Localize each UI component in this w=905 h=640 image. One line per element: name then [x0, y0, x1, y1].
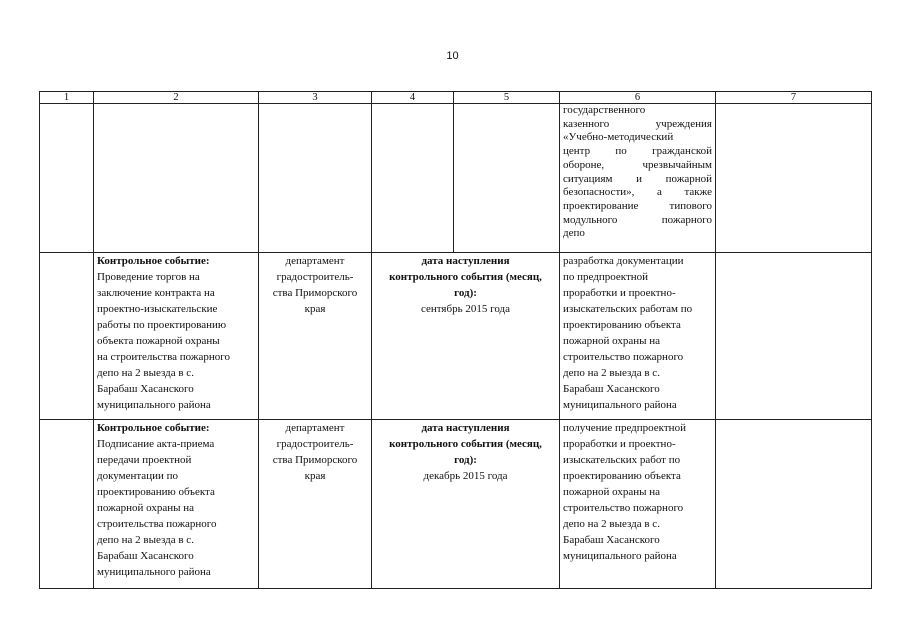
text-line: обороне, чрезвычайным — [563, 158, 712, 171]
date-cell — [372, 253, 560, 420]
column-header: 1 — [40, 92, 94, 104]
text-line: передачи проектной — [97, 454, 192, 466]
text-line: казенного учреждения — [563, 117, 712, 130]
result-cell — [560, 253, 716, 420]
cell-empty — [716, 253, 872, 420]
event-label: Контрольное событие: — [97, 422, 210, 434]
text-line: Барабаш Хасанского — [97, 550, 194, 562]
table-row — [40, 420, 872, 589]
text-line: по предпроектной — [563, 271, 649, 283]
text-line: муниципального района — [563, 399, 677, 411]
text-line: заключение контракта на — [97, 287, 215, 299]
text-line: муниципального района — [563, 550, 677, 562]
text-line: пожарной охраны на — [97, 502, 195, 514]
event-cell — [94, 420, 259, 589]
column-header: 6 — [560, 92, 716, 104]
text-line: строительство пожарного — [563, 502, 684, 514]
cell-empty — [94, 104, 259, 253]
page-number: 10 — [446, 50, 459, 62]
text-line: Барабаш Хасанского — [97, 383, 194, 395]
table-row — [40, 253, 872, 420]
date-cell — [372, 420, 560, 589]
result-continuation-cell — [560, 104, 716, 253]
cell-empty — [454, 104, 560, 253]
column-numbers-row — [40, 92, 872, 104]
text-line: Барабаш Хасанского — [563, 383, 660, 395]
text-line: градостроитель- — [276, 271, 354, 283]
cell-empty — [40, 420, 94, 589]
text-line: Подписание акта-приема — [97, 438, 215, 450]
text-line: проектирование типового — [563, 199, 712, 212]
text-line: объекта пожарной охраны — [97, 335, 220, 347]
text-line: модульного пожарного — [563, 213, 712, 226]
text-line: проектированию объекта — [563, 470, 681, 482]
text-line: работы по проектированию — [97, 319, 227, 331]
date-label-line: дата наступления — [421, 422, 510, 434]
text-line: ства Приморского — [272, 454, 358, 466]
text-line: проектированию объекта — [563, 319, 681, 331]
text-line: государственного — [563, 104, 646, 116]
text-line: документации по — [97, 470, 178, 482]
text-line: градостроитель- — [276, 438, 354, 450]
text-line: департамент — [285, 255, 345, 267]
column-header: 5 — [454, 92, 560, 104]
event-cell — [94, 253, 259, 420]
table-row-continuation — [40, 104, 872, 253]
date-label-line: дата наступления — [421, 255, 510, 267]
text-line: изыскательских работ по — [563, 454, 681, 466]
date-label-line: год): — [454, 287, 477, 299]
text-line: Барабаш Хасанского — [563, 534, 660, 546]
cell-empty — [40, 253, 94, 420]
responsible-cell — [259, 253, 372, 420]
plan-table — [39, 91, 872, 589]
text-line: проектированию объекта — [97, 486, 215, 498]
text-line: «Учебно-методический — [563, 131, 674, 144]
text-line: депо на 2 выезда в с. — [97, 534, 194, 546]
date-label-line: год): — [454, 454, 477, 466]
text-line: изыскательских работам по — [563, 303, 693, 315]
result-cell — [560, 420, 716, 589]
cell-empty — [372, 104, 454, 253]
date-value: декабрь 2015 года — [423, 470, 508, 482]
event-label: Контрольное событие: — [97, 255, 210, 267]
text-line: края — [304, 470, 326, 482]
cell-empty — [716, 420, 872, 589]
text-line: безопасности», а также — [563, 186, 712, 199]
text-line: департамент — [285, 422, 345, 434]
text-line: центр по гражданской — [563, 145, 712, 158]
column-header: 3 — [259, 92, 372, 104]
text-line: проектно-изыскательские — [97, 303, 218, 315]
date-label-line: контрольного события (месяц, — [389, 271, 542, 283]
text-line: депо на 2 выезда в с. — [563, 367, 660, 379]
text-line: строительство пожарного — [563, 351, 684, 363]
text-line: муниципального района — [97, 399, 211, 411]
text-line: разработка документации — [563, 255, 684, 267]
date-label-line: контрольного события (месяц, — [389, 438, 542, 450]
text-line: пожарной охраны на — [563, 486, 661, 498]
responsible-cell — [259, 420, 372, 589]
text-line: депо — [563, 227, 585, 240]
text-line: на строительства пожарного — [97, 351, 231, 363]
text-line: ситуациям и пожарной — [563, 172, 712, 185]
text-line: Проведение торгов на — [97, 271, 200, 283]
text-line: получение предпроектной — [563, 422, 686, 434]
cell-empty — [716, 104, 872, 253]
column-header: 2 — [94, 92, 259, 104]
column-header: 4 — [372, 92, 454, 104]
date-value: сентябрь 2015 года — [420, 303, 511, 315]
cell-empty — [40, 104, 94, 253]
text-line: муниципального района — [97, 566, 211, 578]
text-line: проработки и проектно- — [563, 438, 676, 450]
text-line: проработки и проектно- — [563, 287, 676, 299]
text-line: ства Приморского — [272, 287, 358, 299]
text-line: края — [304, 303, 326, 315]
column-header: 7 — [716, 92, 872, 104]
text-line: строительства пожарного — [97, 518, 217, 530]
cell-empty — [259, 104, 372, 253]
text-line: пожарной охраны на — [563, 335, 661, 347]
text-line: депо на 2 выезда в с. — [563, 518, 660, 530]
text-line: депо на 2 выезда в с. — [97, 367, 194, 379]
